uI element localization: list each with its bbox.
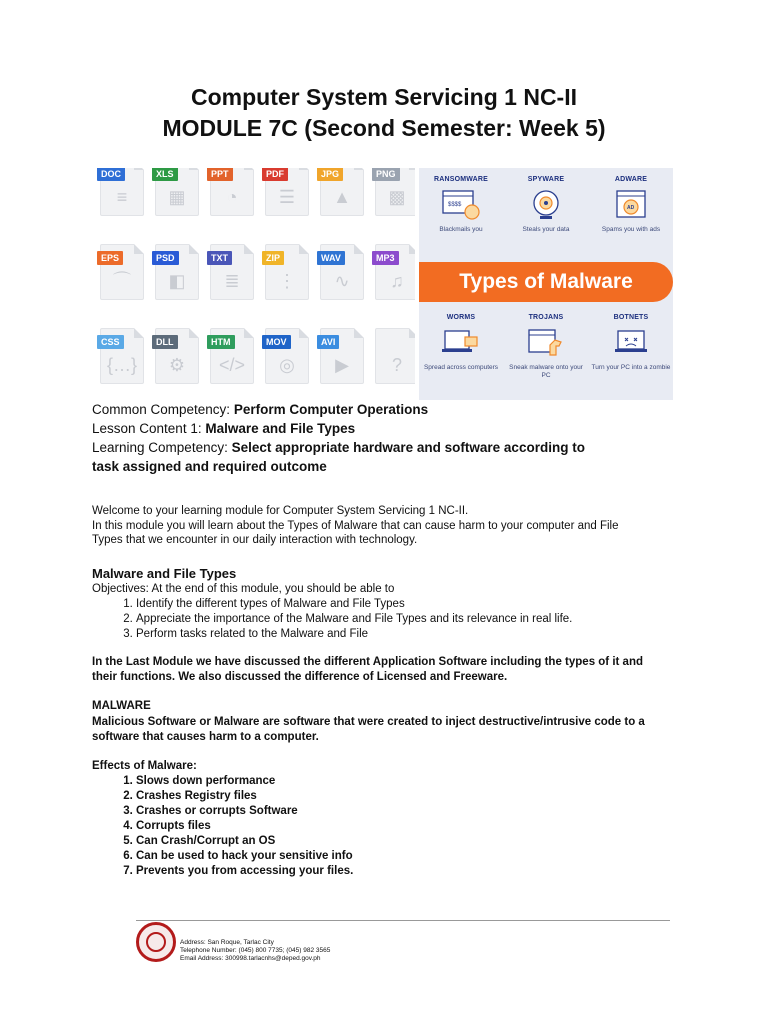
file-type-icon <box>100 328 144 384</box>
lesson-content <box>92 420 355 438</box>
adware-icon <box>611 189 651 221</box>
list-item: 3. Perform tasks related to the Malware and File <box>136 627 692 642</box>
file-glyph-icon: ∿ <box>334 271 350 291</box>
malware-worms <box>419 306 503 394</box>
file-type-icon <box>155 168 199 216</box>
effects-heading: Effects of Malware: <box>92 760 197 772</box>
file-type-label: XLS <box>152 168 178 181</box>
list-item: 6. Can be used to hack your sensitive info <box>136 849 692 864</box>
file-type-label: JPG <box>317 168 343 181</box>
file-type-icon <box>320 168 364 216</box>
lesson-content-label: Lesson Content 1: <box>92 421 206 436</box>
footer-telephone: Telephone Number: (045) 800 7735; (045) 982 3565 <box>180 947 331 954</box>
malware-banner: Types of Malware <box>419 262 673 302</box>
page-title-line-2: MODULE 7C (Second Semester: Week 5) <box>162 115 606 141</box>
list-item: 2. Appreciate the importance of the Malware and File Types and its relevance in real life. <box>136 612 692 627</box>
list-item: 5. Can Crash/Corrupt an OS <box>136 834 692 849</box>
file-type-label: HTM <box>207 335 235 349</box>
file-type-icon <box>320 328 364 384</box>
list-item: 3. Crashes or corrupts Software <box>136 804 692 819</box>
file-type-label: PDF <box>262 168 288 181</box>
lesson-content-value: Malware and File Types <box>205 421 356 436</box>
file-type-label: DLL <box>152 335 178 349</box>
paragraph-line: Malicious Software or Malware are software that were created to inject destructive/intrusive code to a <box>92 716 645 728</box>
file-type-icon <box>155 244 199 300</box>
malware-desc: Sneak malware onto your PC <box>509 364 583 379</box>
intro-line: Welcome to your learning module for Computer System Servicing 1 NC-II. <box>92 505 469 517</box>
file-type-label: PPT <box>207 168 233 181</box>
trojan-horse-icon <box>526 327 566 359</box>
file-glyph-icon: </> <box>218 355 246 375</box>
malware-desc: Blackmails you <box>439 226 483 233</box>
malware-heading: MALWARE <box>92 700 151 712</box>
intro-line: In this module you will learn about the Types of Malware that can cause harm to your computer and File <box>92 519 619 532</box>
school-seal-logo <box>136 922 176 962</box>
objectives-block <box>92 582 692 642</box>
malware-desc: Turn your PC into a zombie <box>591 364 671 371</box>
common-competency-label: Common Competency: <box>92 402 234 417</box>
file-type-icon <box>210 168 254 216</box>
footer-address: Address: San Roque, Tarlac City <box>180 939 274 946</box>
file-type-label: EPS <box>97 251 123 265</box>
file-type-label: TXT <box>207 251 232 265</box>
list-item: 1. Identify the different types of Malware and File Types <box>136 597 692 612</box>
file-glyph-icon: ? <box>391 355 402 375</box>
file-glyph-icon: ⋮ <box>278 271 296 291</box>
intro-paragraph <box>92 504 692 548</box>
ransomware-icon <box>441 189 481 221</box>
file-type-label: WAV <box>317 251 345 265</box>
effects-list <box>92 774 692 879</box>
file-type-label: ZIP <box>262 251 284 265</box>
malware-desc: Spread across computers <box>423 364 499 371</box>
adware-badge: AD <box>627 205 635 211</box>
malware-name: RANSOMWARE <box>433 176 489 183</box>
common-competency-value: Perform Computer Operations <box>233 402 429 417</box>
file-glyph-icon: ≣ <box>224 271 240 291</box>
malware-desc: Steals your data <box>522 226 570 233</box>
malware-name: BOTNETS <box>613 314 649 321</box>
malware-trojans <box>504 306 588 394</box>
learning-competency-cont <box>92 458 327 476</box>
file-type-label: MP3 <box>372 251 399 265</box>
file-type-label: PSD <box>152 251 179 265</box>
list-item: 2. Crashes Registry files <box>136 789 692 804</box>
file-type-icon <box>265 168 309 216</box>
objectives-list <box>92 597 692 642</box>
file-type-icon <box>210 244 254 300</box>
file-type-label: CSS <box>97 335 124 349</box>
file-glyph-icon: ⚙ <box>168 355 186 375</box>
paragraph-line: their functions. We also discussed the difference of Licensed and Freeware. <box>92 670 508 683</box>
zombie-laptop-icon <box>611 327 651 359</box>
file-type-icon <box>265 244 309 300</box>
file-glyph-icon: ♫ <box>390 271 404 291</box>
file-type-icon <box>375 168 415 216</box>
file-type-icon <box>155 328 199 384</box>
learning-competency-value-2: task assigned and required outcome <box>92 459 327 474</box>
webcam-icon <box>526 189 566 221</box>
file-types-image <box>92 168 415 400</box>
last-module-paragraph <box>92 655 692 684</box>
paragraph-line: software that causes harm to a computer. <box>92 730 319 743</box>
file-glyph-icon: ⌒ <box>113 271 131 291</box>
list-item: 1. Slows down performance <box>136 774 692 789</box>
malware-desc: Spams you with ads <box>601 226 661 233</box>
learning-competency <box>92 439 585 457</box>
file-type-icon <box>320 244 364 300</box>
file-type-icon <box>375 244 415 300</box>
file-type-label: MOV <box>262 335 291 349</box>
section-heading: Malware and File Types <box>92 566 237 581</box>
file-type-icon <box>100 168 144 216</box>
file-type-label: AVI <box>317 335 339 349</box>
file-glyph-icon: ▩ <box>388 187 406 207</box>
malware-definition <box>92 715 692 744</box>
worm-laptop-icon <box>441 327 481 359</box>
file-type-label: PNG <box>372 168 400 181</box>
footer-email: Email Address: 300998.tarlacnhs@deped.gov.ph <box>180 955 321 962</box>
file-type-icon <box>100 244 144 300</box>
file-glyph-icon: ≡ <box>116 187 128 207</box>
file-glyph-icon: ☰ <box>278 187 296 207</box>
learning-competency-value: Select appropriate hardware and software according to <box>231 440 585 455</box>
malware-ransomware <box>419 168 503 256</box>
malware-adware <box>589 168 673 256</box>
malware-name: ADWARE <box>614 176 648 183</box>
paragraph-line: In the Last Module we have discussed the different Application Software including the types of it and <box>92 656 644 668</box>
list-item: 7. Prevents you from accessing your files. <box>136 864 692 879</box>
file-type-label: DOC <box>97 168 125 181</box>
learning-competency-label: Learning Competency: <box>92 440 232 455</box>
footer-divider <box>136 920 670 921</box>
malware-name: SPYWARE <box>527 176 565 183</box>
effects-block <box>92 759 692 879</box>
file-type-icon <box>375 328 415 384</box>
malware-name: WORMS <box>446 314 476 321</box>
file-glyph-icon: ◔ <box>226 187 238 207</box>
objectives-intro: Objectives: At the end of this module, you should be able to <box>92 583 395 595</box>
malware-types-image <box>419 168 673 400</box>
malware-name: TROJANS <box>528 314 564 321</box>
common-competency <box>92 401 428 419</box>
intro-line: Types that we encounter in our daily interaction with technology. <box>92 534 418 546</box>
file-type-icon <box>265 328 309 384</box>
file-type-icon <box>210 328 254 384</box>
file-glyph-icon: ◧ <box>168 271 186 291</box>
page-title-line-1: Computer System Servicing 1 NC-II <box>191 84 577 110</box>
malware-botnets <box>589 306 673 394</box>
file-glyph-icon: ▦ <box>168 187 186 207</box>
file-glyph-icon: ▲ <box>333 187 351 207</box>
ransomware-amount: $$$$ <box>448 202 462 208</box>
malware-spyware <box>504 168 588 256</box>
list-item: 4. Corrupts files <box>136 819 692 834</box>
file-glyph-icon: {…} <box>106 355 138 375</box>
file-glyph-icon: ▶ <box>335 355 349 375</box>
file-glyph-icon: ◎ <box>279 355 295 375</box>
